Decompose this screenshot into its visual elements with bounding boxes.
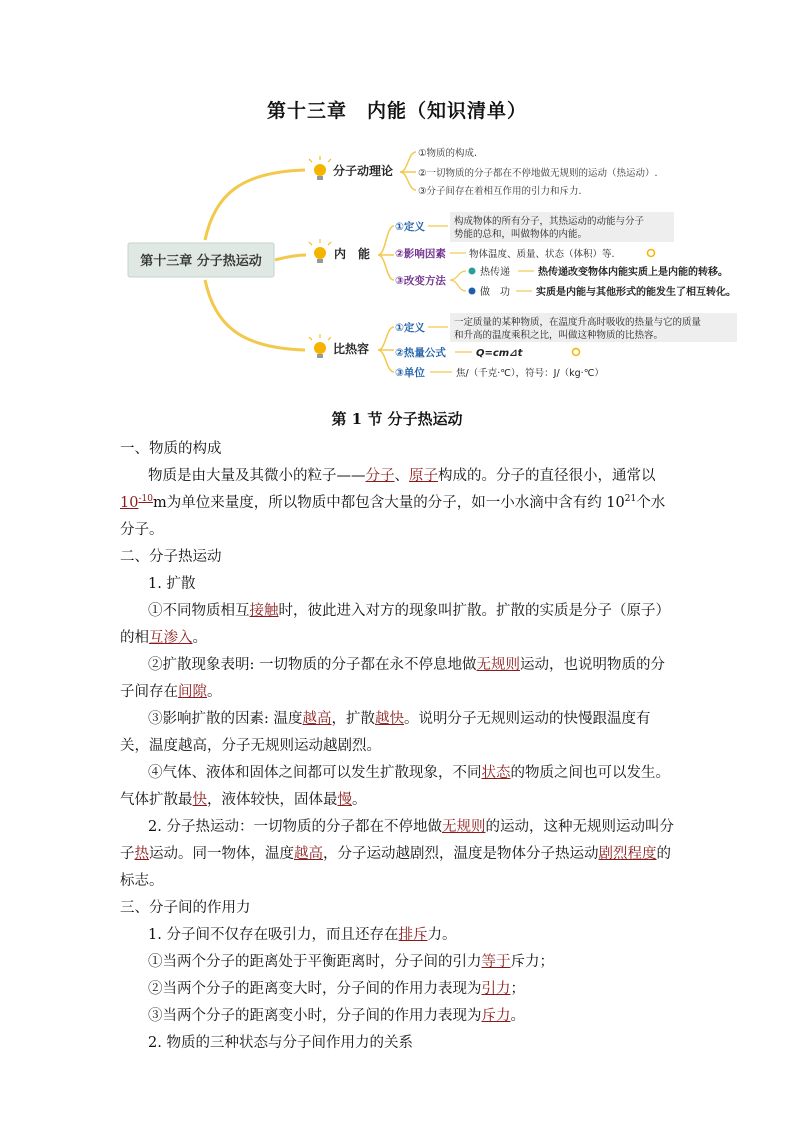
paragraph: ②当两个分子的距离变大时，分子间的作用力表现为引力； xyxy=(148,981,525,997)
branch1-item-2: ②一切物质的分子都在不停地做无规则的运动（热运动）. xyxy=(418,168,658,179)
bulb-icon xyxy=(309,239,331,263)
b2-m2-text: 实质是内能与其他形式的能发生了相互转化。 xyxy=(536,287,736,298)
paragraph: ②扩散现象表明: 一切物质的分子都在永不停息地做无规则运动，也说明物质的分子间存在间隙。 xyxy=(120,657,665,700)
dot-icon xyxy=(469,268,476,275)
root-label: 第十三章 分子热运动 xyxy=(140,254,262,269)
paragraph: 2. 分子热运动：一切物质的分子都在不停地做无规则的运动，这种无规则运动叫分子热运动。同一物体，温度越高，分子运动越剧烈，温度是物体分子热运动剧烈程度的标志。 xyxy=(120,819,674,889)
paragraph: ①不同物质相互接触时，彼此进入对方的现象叫扩散。扩散的实质是分子（原子）的相互渗入。 xyxy=(120,603,670,646)
branch-label-specific-heat: 比热容 xyxy=(333,342,370,356)
paragraph: ①当两个分子的距离处于平衡距离时，分子间的引力等于斥力； xyxy=(148,954,554,970)
b3-formula-label: ②热量公式 xyxy=(395,347,446,359)
b3-unit-label: ③单位 xyxy=(395,367,425,379)
paragraph: 物质是由大量及其微小的粒子——分子、原子构成的。分子的直径很小，通常以$10^{-10}m$为单位来量度，所以物质中都包含大量的分子，如一小水滴中含有约 $10^{21}$个水分子。 xyxy=(120,468,666,538)
dot-icon xyxy=(469,288,476,295)
paragraph: ③影响扩散的因素: 温度越高，扩散越快。说明分子无规则运动的快慢跟温度有关，温度越高，分子无规则运动越剧烈。 xyxy=(120,711,651,754)
paragraph: 1. 分子间不仅存在吸引力，而且还存在排斥力。 xyxy=(148,927,457,943)
paragraph: 2. 物质的三种状态与分子间作用力的关系 xyxy=(148,1035,413,1051)
branch1-item-1: ①物质的构成. xyxy=(418,148,478,159)
b2-change-label: ③改变方法 xyxy=(395,275,446,287)
branch-line-bot xyxy=(205,280,305,350)
heading-3: 三、分子间的作用力 xyxy=(120,900,251,916)
section-title: 第 1 节 分子热运动 xyxy=(331,410,463,428)
b3-def-label: ①定义 xyxy=(395,322,425,334)
paragraph: ③当两个分子的距离变小时，分子间的作用力表现为斥力。 xyxy=(148,1008,525,1024)
mind-map xyxy=(0,140,794,400)
page-title: 第十三章 内能（知识清单） xyxy=(266,100,527,122)
b2-m1-label: 热传递 xyxy=(480,267,510,278)
b3-formula-text: Q=cm⊿t xyxy=(476,348,523,359)
b2-factor-text: 物体温度、质量、状态（体积）等. xyxy=(469,249,615,260)
paragraph: ④气体、液体和固体之间都可以发生扩散现象，不同状态的物质之间也可以发生。气体扩散最快，液体较快，固体最慢。 xyxy=(120,765,670,808)
b2-m2-label: 做 功 xyxy=(480,287,510,298)
bulb-icon xyxy=(309,334,331,358)
branch1-item-3: ③分子间存在着相互作用的引力和斥力. xyxy=(418,186,582,197)
b3-unit-text: 焦/（千克·℃），符号：J/（kg·℃） xyxy=(456,368,604,379)
branch-label-molecular-theory: 分子动理论 xyxy=(333,164,394,178)
b2-factor-label: ②影响因素 xyxy=(395,248,446,260)
b2-def-text-2: 势能的总和，叫做物体的内能。 xyxy=(454,229,588,240)
b2-def-text-1: 构成物体的所有分子，其热运动的动能与分子 xyxy=(454,216,645,227)
b2-def-label: ①定义 xyxy=(395,221,425,233)
b2-m1-text: 热传递改变物体内能实质上是内能的转移。 xyxy=(538,267,728,278)
bulb-icon xyxy=(309,156,331,180)
heading-2: 二、分子热运动 xyxy=(120,549,222,565)
b3-def-text-2: 和升高的温度乘积之比，叫做这种物质的比热容。 xyxy=(454,330,664,341)
branch-line-mid xyxy=(275,255,306,260)
heading-1: 一、物质的构成 xyxy=(120,441,222,457)
article-body xyxy=(120,436,676,1057)
subheading: 1. 扩散 xyxy=(148,576,196,592)
branch-label-internal-energy: 内 能 xyxy=(334,247,371,261)
b3-def-text-1: 一定质量的某种物质，在温度升高时吸收的热量与它的质量 xyxy=(454,317,702,328)
branch-line-top xyxy=(205,170,305,240)
